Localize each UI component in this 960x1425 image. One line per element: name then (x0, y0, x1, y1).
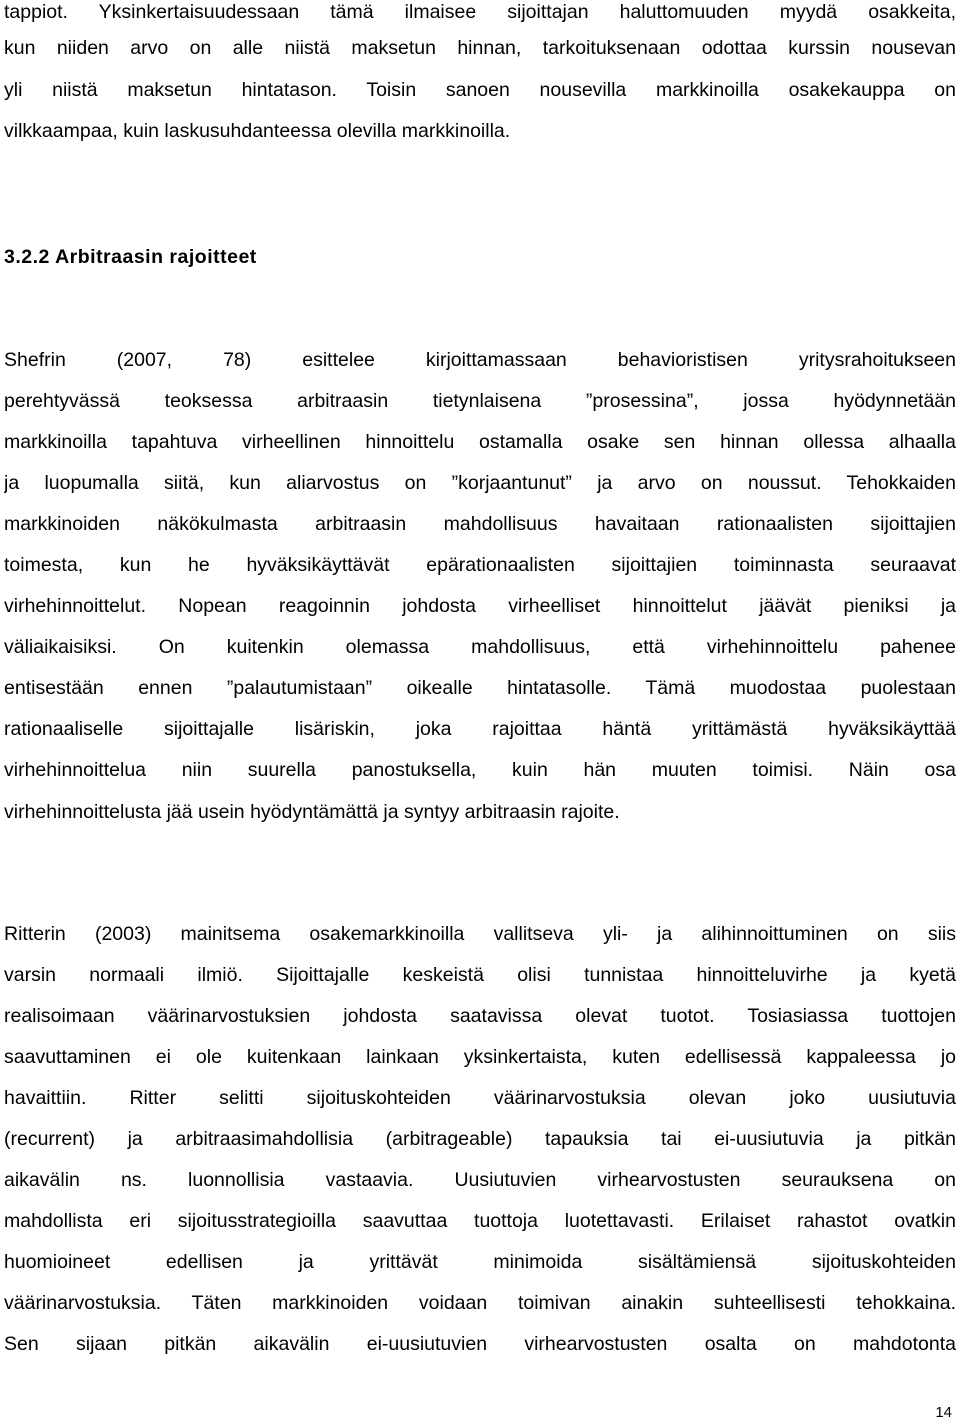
page-number: 14 (935, 1404, 952, 1421)
text-line: rationaaliselle sijoittajalle lisäriskin, joka rajoittaa häntä yrittämästä hyväksikäyttää (4, 718, 956, 740)
text-line: väärinarvostuksia. Täten markkinoiden voidaan toimivan ainakin suhteellisesti tehokkaina. (4, 1292, 956, 1314)
section-heading: 3.2.2 Arbitraasin rajoitteet (4, 246, 257, 268)
text-line: markkinoiden näkökulmasta arbitraasin mahdollisuus havaitaan rationaalisten sijoittajien (4, 513, 956, 535)
text-line: ja luopumalla siitä, kun aliarvostus on ”korjaantunut” ja arvo on noussut. Tehokkaiden (4, 472, 956, 494)
text-line: Shefrin (2007, 78) esittelee kirjoittamassaan behavioristisen yritysrahoitukseen (4, 349, 956, 371)
text-line: väliaikaisiksi. On kuitenkin olemassa mahdollisuus, että virhehinnoittelu pahenee (4, 636, 956, 658)
text-line: virhehinnoittelua niin suurella panostuksella, kuin hän muuten toimisi. Näin osa (4, 759, 956, 781)
text-line: virhehinnoittelut. Nopean reagoinnin johdosta virheelliset hinnoittelut jäävät pieniksi ja (4, 595, 956, 617)
text-line: aikavälin ns. luonnollisia vastaavia. Uusiutuvien virhearvostusten seurauksena on (4, 1169, 956, 1191)
text-line: toimesta, kun he hyväksikäyttävät epärationaalisten sijoittajien toiminnasta seuraavat (4, 554, 956, 576)
text-line: perehtyvässä teoksessa arbitraasin tietynlaisena ”prosessina”, jossa hyödynnetään (4, 390, 956, 412)
text-line: mahdollista eri sijoitusstrategioilla saavuttaa tuottoja luotettavasti. Erilaiset rahastot ovatkin (4, 1210, 956, 1232)
text-line: entisestään ennen ”palautumistaan” oikealle hintatasolle. Tämä muodostaa puolestaan (4, 677, 956, 699)
text-line: vilkkaampaa, kuin laskusuhdanteessa olevilla markkinoilla. (4, 120, 511, 142)
text-line: tappiot. Yksinkertaisuudessaan tämä ilmaisee sijoittajan haluttomuuden myydä osakkeita, (4, 1, 956, 23)
text-line: varsin normaali ilmiö. Sijoittajalle keskeistä olisi tunnistaa hinnoitteluvirhe ja kyetä (4, 964, 956, 986)
text-line: Ritterin (2003) mainitsema osakemarkkinoilla vallitseva yli- ja alihinnoittuminen on siis (4, 923, 956, 945)
text-line: (recurrent) ja arbitraasimahdollisia (arbitrageable) tapauksia tai ei-uusiutuvia ja pitkän (4, 1128, 956, 1150)
text-line: markkinoilla tapahtuva virheellinen hinnoittelu ostamalla osake sen hinnan ollessa alhaalla (4, 431, 956, 453)
text-line: huomioineet edellisen ja yrittävät minimoida sisältämiensä sijoituskohteiden (4, 1251, 956, 1273)
text-line: yli niistä maksetun hintatason. Toisin sanoen nousevilla markkinoilla osakekauppa on (4, 79, 956, 101)
text-line: havaittiin. Ritter selitti sijoituskohteiden väärinarvostuksia olevan joko uusiutuvia (4, 1087, 956, 1109)
text-line: realisoimaan väärinarvostuksien johdosta saatavissa olevat tuotot. Tosiasiassa tuottojen (4, 1005, 956, 1027)
text-line: virhehinnoittelusta jää usein hyödyntämättä ja syntyy arbitraasin rajoite. (4, 801, 620, 823)
text-line: kun niiden arvo on alle niistä maksetun hinnan, tarkoituksenaan odottaa kurssin nousevan (4, 37, 956, 59)
text-line: Sen sijaan pitkän aikavälin ei-uusiutuvien virhearvostusten osalta on mahdotonta (4, 1333, 956, 1355)
text-line: saavuttaminen ei ole kuitenkaan lainkaan yksinkertaista, kuten edellisessä kappaleessa jo (4, 1046, 956, 1068)
